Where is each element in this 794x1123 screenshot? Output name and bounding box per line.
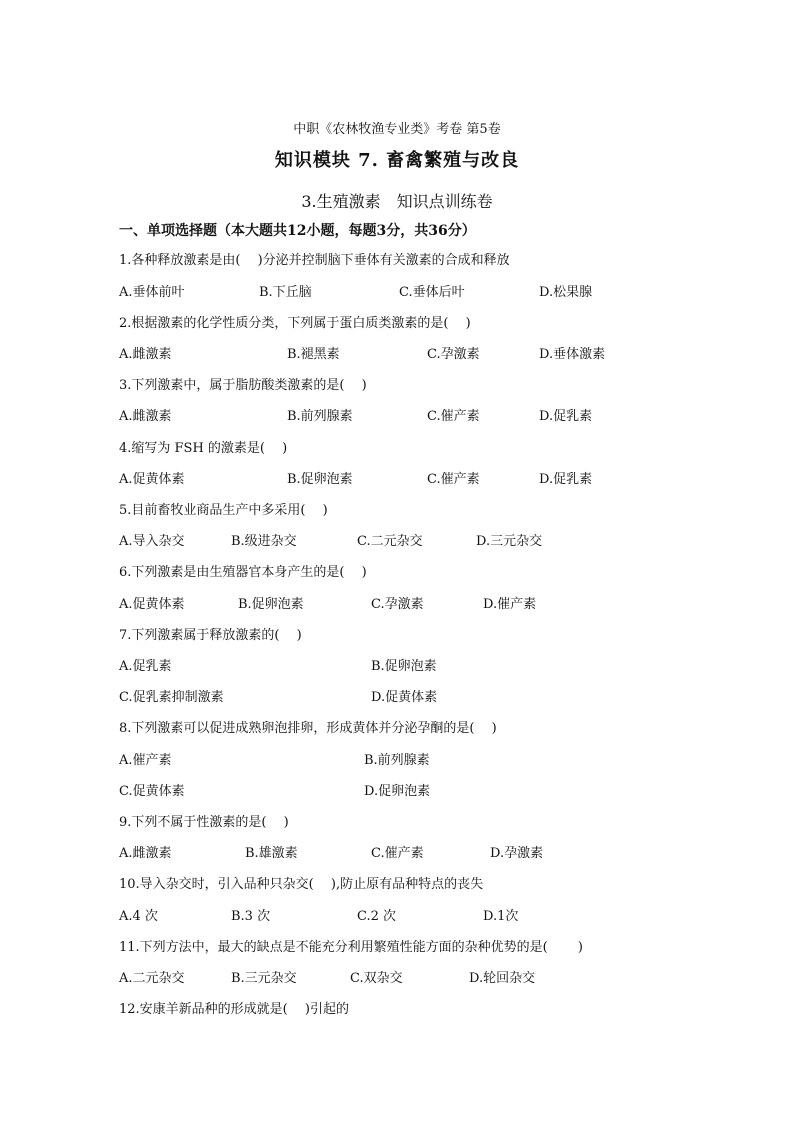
question-12: 12.安康羊新品种的形成就是( )引起的 [119,1002,349,1017]
q8-option-b: B.前列腺素 [364,753,430,768]
q7-option-d: D.促黄体素 [371,690,438,705]
q2-option-b: B.褪黑素 [287,347,340,362]
q4-option-b: B.促卵泡素 [287,472,353,487]
question-1: 1.各种释放激素是由( )分泌并控制脑下垂体有关激素的合成和释放 [119,253,510,268]
q1-option-b: B.下丘脑 [259,285,312,300]
question-9: 9.下列不属于性激素的是( ) [119,815,289,830]
q3-option-c: C.催产素 [427,409,480,424]
q8-option-c: C.促黄体素 [119,784,185,799]
q10-option-d: D.1次 [483,909,519,924]
q11-option-d: D.轮回杂交 [469,971,536,986]
question-3: 3.下列激素中，属于脂肪酸类激素的是( ) [119,378,367,393]
q5-option-d: D.三元杂交 [476,534,543,549]
q3-option-d: D.促乳素 [539,409,593,424]
q3-option-a: A.雌激素 [119,409,172,424]
question-6: 6.下列激素是由生殖器官本身产生的是( ) [119,565,367,580]
question-11: 11.下列方法中，最大的缺点是不能充分利用繁殖性能方面的杂种优势的是( ) [119,940,583,955]
q4-option-a: A.促黄体素 [119,472,185,487]
q6-option-a: A.促黄体素 [119,597,185,612]
q8-option-d: D.促卵泡素 [364,784,431,799]
q9-option-d: D.孕激素 [490,846,544,861]
q11-option-a: A.二元杂交 [119,971,185,986]
q7-option-b: B.促卵泡素 [371,659,437,674]
subtitle: 3.生殖激素 知识点训练卷 [301,192,493,211]
q1-option-a: A.垂体前叶 [119,285,185,300]
q1-option-c: C.垂体后叶 [399,285,465,300]
q11-option-b: B.三元杂交 [231,971,297,986]
question-8: 8.下列激素可以促进成熟卵泡排卵，形成黄体并分泌孕酮的是( ) [119,721,497,736]
q7-option-c: C.促乳素抑制激素 [119,690,224,705]
q7-option-a: A.促乳素 [119,659,172,674]
q2-option-d: D.垂体激素 [539,347,606,362]
q3-option-b: B.前列腺素 [287,409,353,424]
question-4: 4.缩写为 FSH 的激素是( ) [119,441,288,456]
q2-option-a: A.雌激素 [119,347,172,362]
q9-option-c: C.催产素 [371,846,424,861]
q10-option-a: A.4 次 [119,909,158,924]
question-5: 5.目前畜牧业商品生产中多采用( ) [119,503,328,518]
q6-option-c: C.孕激素 [371,597,424,612]
q4-option-d: D.促乳素 [539,472,593,487]
q5-option-a: A.导入杂交 [119,534,185,549]
q4-option-c: C.催产素 [427,472,480,487]
q11-option-c: C.双杂交 [350,971,403,986]
q6-option-b: B.促卵泡素 [238,597,304,612]
q6-option-d: D.催产素 [483,597,537,612]
q5-option-b: B.级进杂交 [231,534,297,549]
q10-option-c: C.2 次 [357,909,397,924]
q2-option-c: C.孕激素 [427,347,480,362]
question-7: 7.下列激素属于释放激素的( ) [119,628,302,643]
question-2: 2.根据激素的化学性质分类，下列属于蛋白质类激素的是( ) [119,316,471,331]
q1-option-d: D.松果腺 [539,285,593,300]
section-heading: 一、单项选择题（本大题共12小题，每题3分，共36分） [119,223,476,239]
module-title: 知识模块 7. 畜禽繁殖与改良 [274,150,520,171]
question-10: 10.导入杂交时，引入品种只杂交( ),防止原有品种特点的丧失 [119,877,484,892]
q9-option-a: A.雌激素 [119,846,172,861]
q5-option-c: C.二元杂交 [357,534,423,549]
q10-option-b: B.3 次 [231,909,271,924]
q9-option-b: B.雄激素 [245,846,298,861]
exam-header: 中职《农林牧渔专业类》考卷 第5卷 [293,122,501,137]
q8-option-a: A.催产素 [119,753,172,768]
